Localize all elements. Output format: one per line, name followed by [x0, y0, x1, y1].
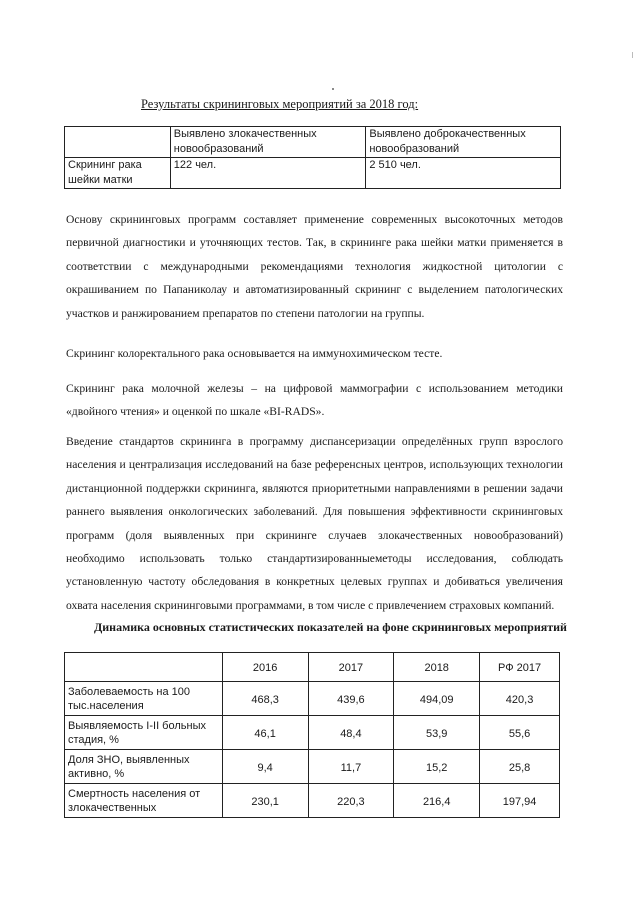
- table-cell: 55,6: [480, 716, 560, 750]
- dynamics-table: [64, 652, 560, 818]
- table-row: [65, 682, 560, 716]
- scan-speck: [332, 88, 334, 90]
- table-header-cell: 2017: [308, 653, 394, 682]
- table-cell: 230,1: [222, 784, 308, 818]
- paragraph-screening-basis: Основу скрининговых программ составляет применение современных высокоточных методов первичной диагностики и уточняющих тестов. Так, в скрининге рака шейки матки применяется в соответствии с международными рекомендациями технология жидкостной цитологии с окрашиванием по Папаниколау и автоматизированный скрининг с выделением патологических участков и ранжированием препаратов по степени патологии на группы.: [66, 213, 563, 320]
- table-cell: 25,8: [480, 750, 560, 784]
- table-cell: 53,9: [394, 716, 480, 750]
- scan-edge-mark: [632, 52, 633, 58]
- table-header-cell: [65, 653, 223, 682]
- paragraph-standards: Введение стандартов скрининга в программу диспансеризации определённых групп взрослого населения и централизация исследований на базе референсных центров, использующих технологии дистанционной поддержки скрининга, являются приоритетными направлениями в решении задачи раннего выявления онкологических заболеваний. Для повышения эффективности скрининговых программ (доля выявленных при скрининге случаев злокачественных новообразований) необходимо использовать только стандартизированныеметоды исследования, соблюдать установленную частоту обследования в конкретных целевых группах и добиваться увеличения охвата населения скрининговыми программами, в том числе с привлечением страховых компаний.: [66, 435, 563, 612]
- table-cell: 46,1: [222, 716, 308, 750]
- table-cell: 9,4: [222, 750, 308, 784]
- dynamics-title: Динамика основных статистических показателей на фоне скрининговых мероприятий: [94, 620, 567, 634]
- row-label: Доля ЗНО, выявленных активно, %: [65, 750, 223, 784]
- table-cell: 48,4: [308, 716, 394, 750]
- table-cell: 122 чел.: [170, 158, 366, 189]
- screening-results-title: Результаты скрининговых мероприятий за 2018 год:: [141, 97, 419, 111]
- table-cell: Скрининг рака шейки матки: [65, 158, 171, 189]
- table-header-cell: [65, 127, 171, 158]
- table-cell: 494,09: [394, 682, 480, 716]
- row-label: Заболеваемость на 100 тыс.населения: [65, 682, 223, 716]
- table-header-cell: Выявлено злокачественных новообразований: [170, 127, 366, 158]
- table-row: [65, 750, 560, 784]
- table-cell: 220,3: [308, 784, 394, 818]
- paragraph-colorectal: Скрининг колоректального рака основывается на иммунохимическом тесте.: [66, 347, 443, 360]
- table-header-cell: 2018: [394, 653, 480, 682]
- table-header-cell: Выявлено доброкачественных новообразований: [366, 127, 561, 158]
- row-label: Выявляемость I-II больных стадия, %: [65, 716, 223, 750]
- table-cell: 420,3: [480, 682, 560, 716]
- table-row: [65, 784, 560, 818]
- table-header-row: [65, 653, 560, 682]
- table-cell: 439,6: [308, 682, 394, 716]
- table-cell: 11,7: [308, 750, 394, 784]
- paragraph-breast: Скрининг рака молочной железы – на цифровой маммографии с использованием методики «двойного чтения» и оценкой по шкале «BI-RADS».: [66, 382, 563, 419]
- table-cell: 197,94: [480, 784, 560, 818]
- row-label: Смертность населения от злокачественных: [65, 784, 223, 818]
- table-header-cell: 2016: [222, 653, 308, 682]
- table-cell: 15,2: [394, 750, 480, 784]
- table-row: [65, 158, 561, 189]
- table-header-cell: РФ 2017: [480, 653, 560, 682]
- screening-results-table: [64, 126, 561, 189]
- table-header-row: [65, 127, 561, 158]
- table-cell: 216,4: [394, 784, 480, 818]
- table-cell: 468,3: [222, 682, 308, 716]
- table-row: [65, 716, 560, 750]
- table-cell: 2 510 чел.: [366, 158, 561, 189]
